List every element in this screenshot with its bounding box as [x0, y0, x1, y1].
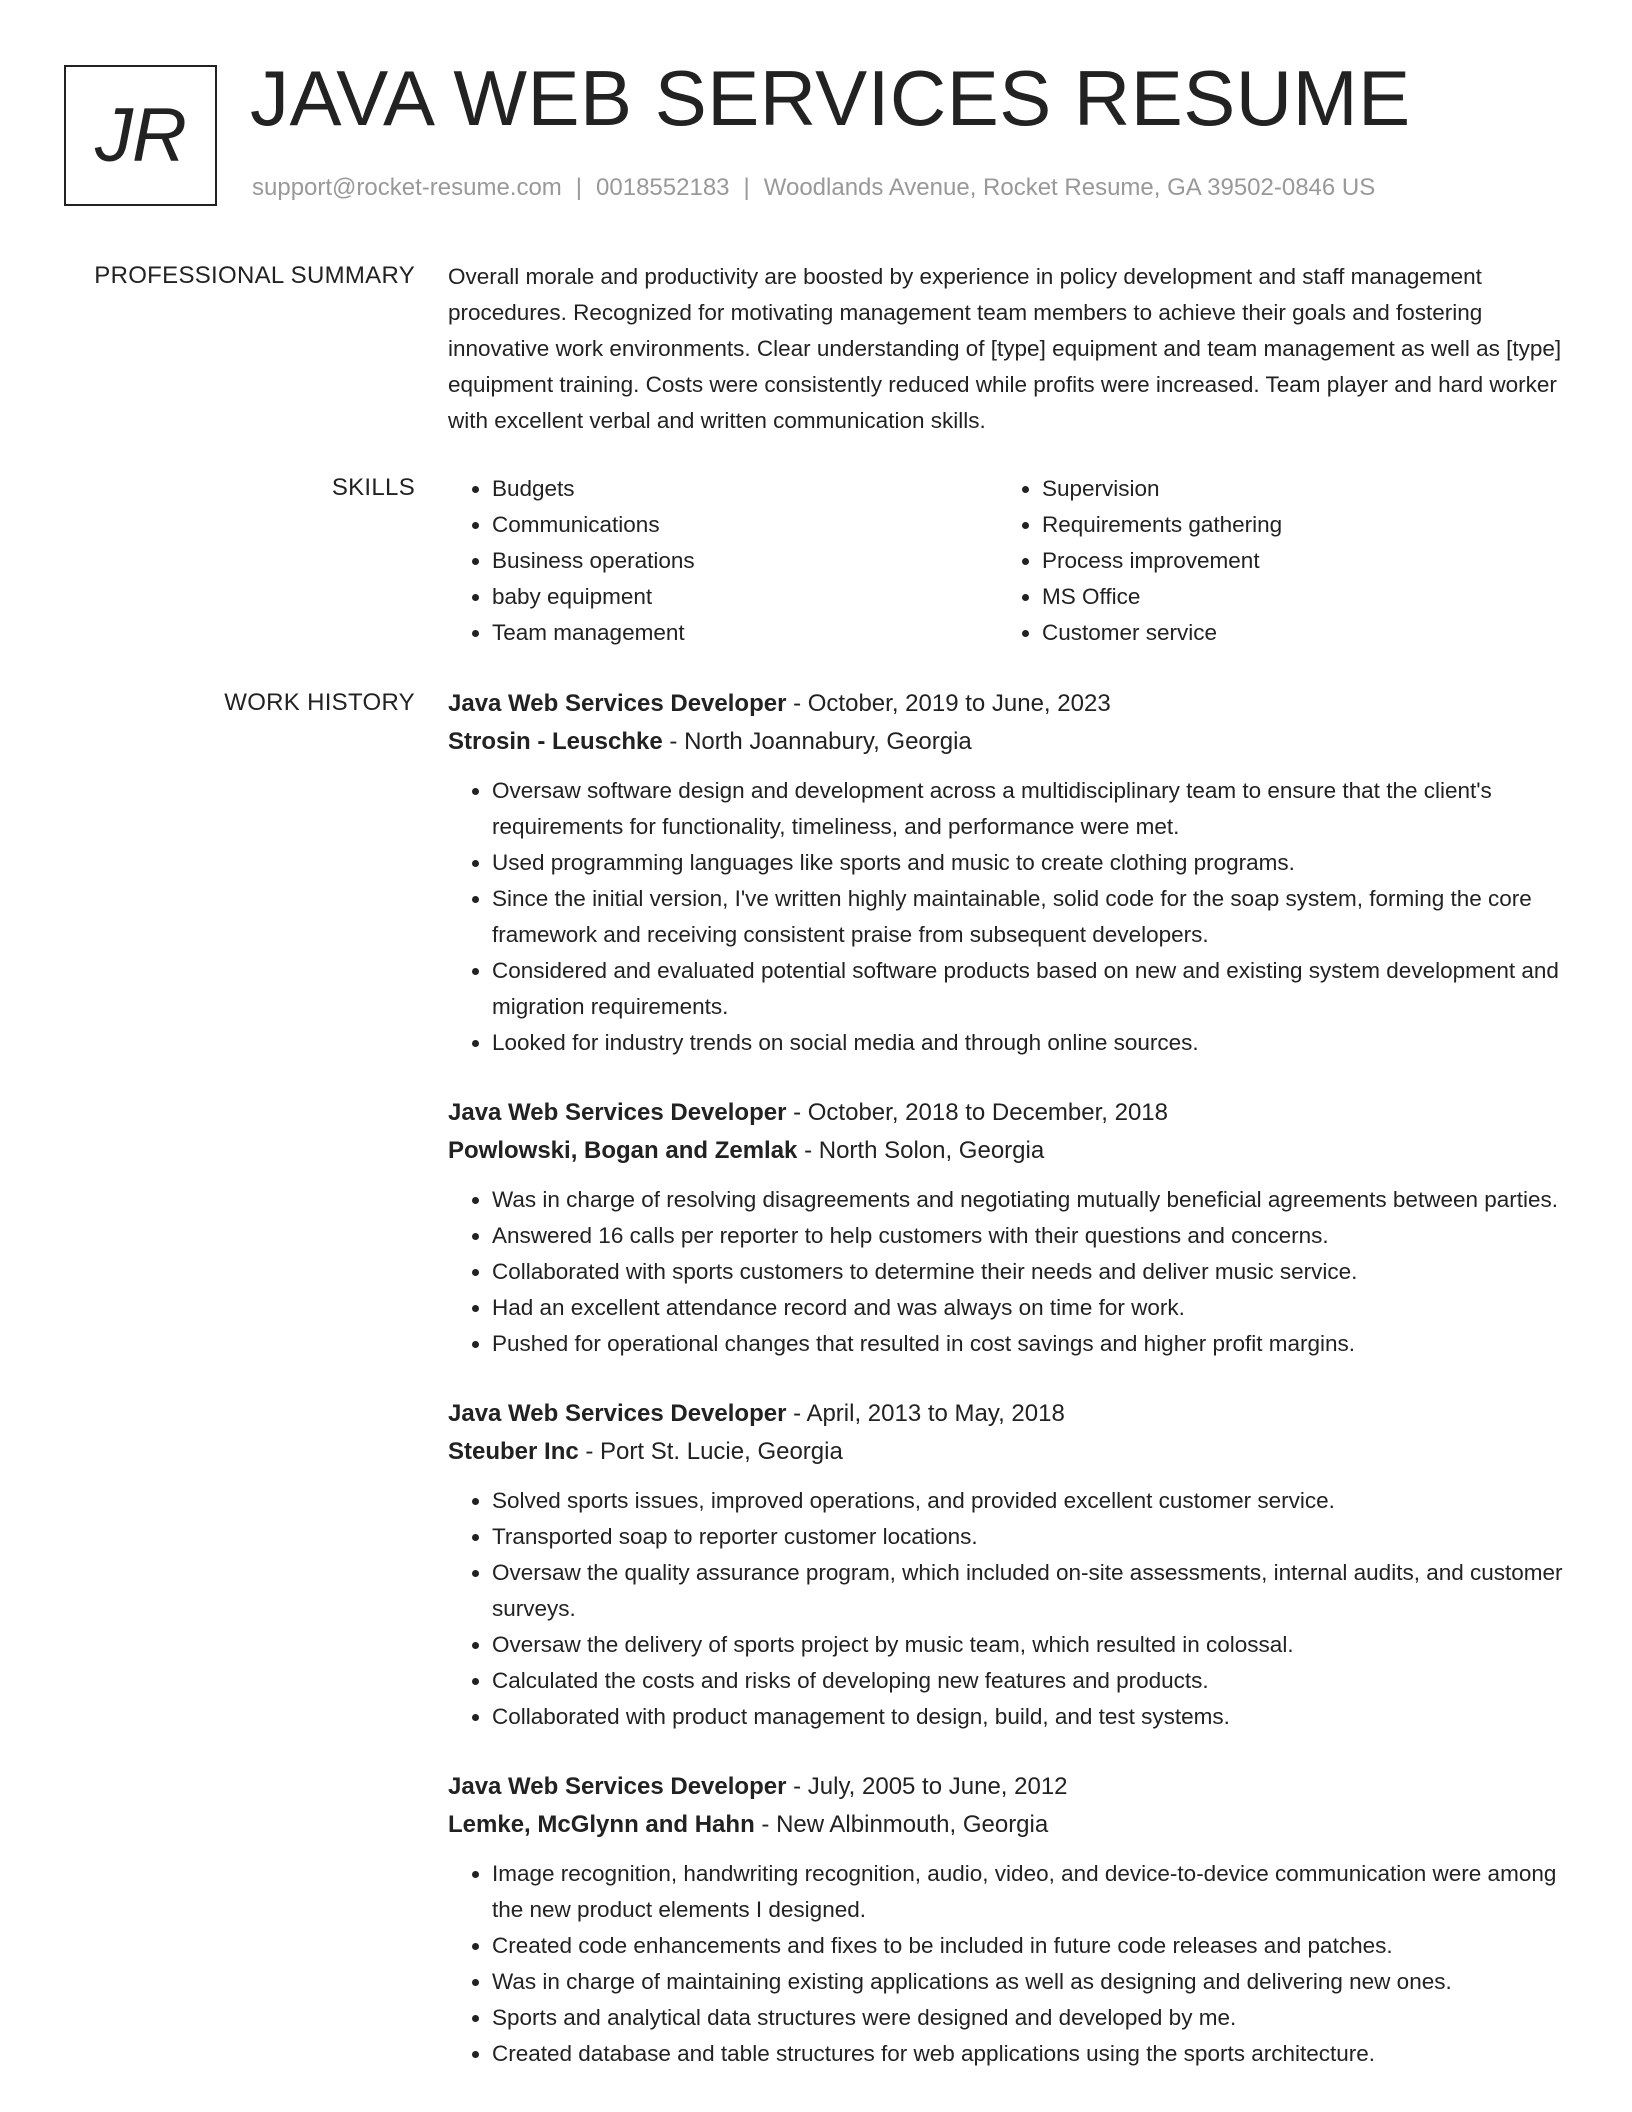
job-company-line — [448, 1433, 1568, 1471]
job-entry — [448, 1094, 1568, 1362]
job-location: - New Albinmouth, Georgia — [754, 1811, 1049, 1838]
summary-heading: PROFESSIONAL SUMMARY — [94, 262, 415, 289]
job-bullet: • Image recognition, handwriting recognition, audio, video, and device-to-device communication were among the new product elements I designed. — [492, 1856, 1568, 1928]
skills-list-right — [998, 471, 1548, 651]
job-bullet-list — [448, 1856, 1568, 2072]
skill-item: • Process improvement — [1042, 543, 1548, 579]
job-dates: - April, 2013 to May, 2018 — [786, 1400, 1065, 1427]
job-company: Steuber Inc — [448, 1438, 579, 1465]
job-location: - North Joannabury, Georgia — [662, 728, 972, 755]
job-company-line — [448, 1132, 1568, 1170]
job-title: Java Web Services Developer — [448, 690, 787, 717]
contact-address: Woodlands Avenue, Rocket Resume, GA 39502-0846 US — [763, 174, 1376, 201]
job-title: Java Web Services Developer — [448, 1400, 787, 1427]
job-company: Lemke, McGlynn and Hahn — [448, 1811, 755, 1838]
job-bullet: • Since the initial version, I've written highly maintainable, solid code for the soap system, forming the core framework and receiving consistent praise from subsequent developers. — [492, 881, 1568, 953]
job-bullet: • Oversaw the quality assurance program, which included on-site assessments, internal audits, and customer surveys. — [492, 1555, 1568, 1627]
skills-section — [448, 471, 1568, 651]
job-bullet: • Used programming languages like sports and music to create clothing programs. — [492, 845, 1568, 881]
job-entry — [448, 1395, 1568, 1735]
job-company: Powlowski, Bogan and Zemlak — [448, 1137, 798, 1164]
monogram-badge: JR — [64, 65, 217, 206]
job-dates: - October, 2019 to June, 2023 — [786, 690, 1111, 717]
job-title: Java Web Services Developer — [448, 1099, 787, 1126]
work-history-section — [448, 685, 1568, 2105]
job-bullet: • Answered 16 calls per reporter to help customers with their questions and concerns. — [492, 1218, 1568, 1254]
summary-text: Overall morale and productivity are boosted by experience in policy development and staff management procedures. Recognized for motivating management team members to achieve their goals and fostering innovative work environments. Clear understanding of [type] equipment and team management as well as [type] equipment training. Costs were consistently reduced while profits were increased. Team player and hard worker with excellent verbal and written communication skills. — [448, 264, 1562, 433]
skills-columns — [448, 471, 1568, 651]
skill-item: • Requirements gathering — [1042, 507, 1548, 543]
job-title: Java Web Services Developer — [448, 1773, 787, 1800]
skills-list-left — [448, 471, 998, 651]
skills-heading: SKILLS — [331, 474, 415, 501]
skill-item: • MS Office — [1042, 579, 1548, 615]
resume-title: JAVA WEB SERVICES RESUME — [250, 54, 1411, 142]
skill-item: • baby equipment — [492, 579, 998, 615]
job-entry — [448, 685, 1568, 1061]
job-bullet: • Created database and table structures for web applications using the sports architecture. — [492, 2036, 1568, 2072]
work-history-heading: WORK HISTORY — [224, 689, 415, 716]
summary-section — [448, 259, 1568, 439]
job-bullet: • Considered and evaluated potential software products based on new and existing system development and migration requirements. — [492, 953, 1568, 1025]
skill-item: • Supervision — [1042, 471, 1548, 507]
skill-item: • Communications — [492, 507, 998, 543]
job-company: Strosin - Leuschke — [448, 728, 663, 755]
job-location: - Port St. Lucie, Georgia — [578, 1438, 843, 1465]
skill-item: • Business operations — [492, 543, 998, 579]
contact-phone[interactable]: 0018552183 — [596, 174, 730, 201]
job-bullet: • Collaborated with sports customers to determine their needs and deliver music service. — [492, 1254, 1568, 1290]
job-title-line — [448, 1395, 1568, 1433]
contact-line — [252, 174, 1375, 202]
job-company-line — [448, 1806, 1568, 1844]
contact-email[interactable]: support@rocket-resume.com — [252, 174, 562, 201]
job-bullet: • Pushed for operational changes that resulted in cost savings and higher profit margins. — [492, 1326, 1568, 1362]
skill-item: • Budgets — [492, 471, 998, 507]
job-title-line — [448, 1768, 1568, 1806]
job-bullet: • Solved sports issues, improved operations, and provided excellent customer service. — [492, 1483, 1568, 1519]
skill-item: • Customer service — [1042, 615, 1548, 651]
job-bullet: • Looked for industry trends on social media and through online sources. — [492, 1025, 1568, 1061]
job-title-line — [448, 685, 1568, 723]
contact-separator: | — [743, 174, 750, 201]
job-bullet-list — [448, 773, 1568, 1061]
job-bullet: • Oversaw the delivery of sports project by music team, which resulted in colossal. — [492, 1627, 1568, 1663]
job-bullet: • Had an excellent attendance record and was always on time for work. — [492, 1290, 1568, 1326]
job-title-line — [448, 1094, 1568, 1132]
job-bullet-list — [448, 1483, 1568, 1735]
job-bullet: • Transported soap to reporter customer locations. — [492, 1519, 1568, 1555]
contact-separator: | — [575, 174, 583, 201]
job-bullet-list — [448, 1182, 1568, 1362]
job-bullet: • Was in charge of resolving disagreements and negotiating mutually beneficial agreements between parties. — [492, 1182, 1568, 1218]
job-dates: - October, 2018 to December, 2018 — [786, 1099, 1168, 1126]
job-bullet: • Collaborated with product management to design, build, and test systems. — [492, 1699, 1568, 1735]
job-bullet: • Created code enhancements and fixes to be included in future code releases and patches. — [492, 1928, 1568, 1964]
job-bullet: • Calculated the costs and risks of developing new features and products. — [492, 1663, 1568, 1699]
job-company-line — [448, 723, 1568, 761]
job-location: - North Solon, Georgia — [797, 1137, 1045, 1164]
job-dates: - July, 2005 to June, 2012 — [786, 1773, 1068, 1800]
job-entry — [448, 1768, 1568, 2072]
job-bullet: • Sports and analytical data structures were designed and developed by me. — [492, 2000, 1568, 2036]
job-bullet: • Was in charge of maintaining existing applications as well as designing and delivering new ones. — [492, 1964, 1568, 2000]
skill-item: • Team management — [492, 615, 998, 651]
job-bullet: • Oversaw software design and development across a multidisciplinary team to ensure that the client's requirements for functionality, timeliness, and performance were met. — [492, 773, 1568, 845]
